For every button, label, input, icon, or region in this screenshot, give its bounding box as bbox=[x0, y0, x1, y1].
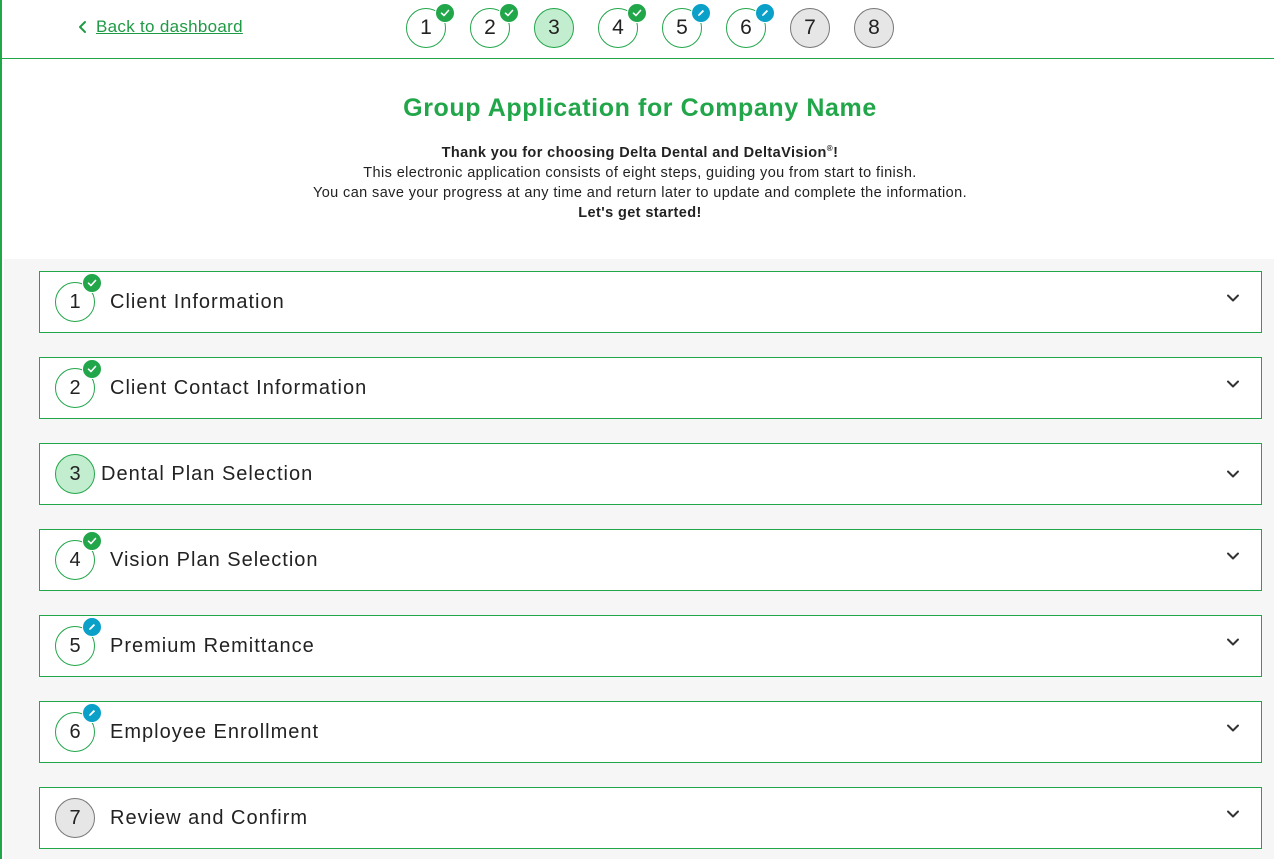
section-client-information[interactable] bbox=[39, 271, 1262, 333]
check-icon bbox=[435, 3, 455, 23]
pencil-icon bbox=[691, 3, 711, 23]
intro-thanks bbox=[4, 139, 1274, 163]
step-1[interactable] bbox=[406, 8, 446, 48]
top-bar bbox=[2, 0, 1274, 59]
page-title: Group Application for Company Name bbox=[403, 94, 877, 122]
section-label: Review and Confirm bbox=[110, 807, 309, 829]
intro-thanks-end: ! bbox=[833, 144, 839, 161]
chevron-down-icon[interactable] bbox=[1225, 290, 1241, 306]
section-premium-remittance[interactable] bbox=[39, 615, 1262, 677]
section-review-and-confirm[interactable] bbox=[39, 787, 1262, 849]
step-2[interactable] bbox=[470, 8, 510, 48]
section-number: 6 bbox=[69, 720, 81, 743]
section-label: Client Information bbox=[110, 291, 285, 313]
chevron-down-icon[interactable] bbox=[1225, 548, 1241, 564]
section-number-badge bbox=[55, 540, 95, 580]
chevron-down-icon[interactable] bbox=[1225, 634, 1241, 650]
section-label: Employee Enrollment bbox=[110, 721, 320, 743]
check-icon bbox=[82, 273, 102, 293]
chevron-down-icon[interactable] bbox=[1225, 720, 1241, 736]
section-number: 5 bbox=[69, 634, 81, 657]
section-number: 4 bbox=[69, 548, 81, 571]
section-number-badge bbox=[55, 368, 95, 408]
pencil-icon bbox=[82, 703, 102, 723]
step-5[interactable] bbox=[662, 8, 702, 48]
intro-line-4: Let's get started! bbox=[578, 204, 702, 221]
step-number: 6 bbox=[740, 16, 752, 39]
section-number-badge bbox=[55, 454, 95, 494]
section-number: 1 bbox=[69, 290, 81, 313]
chevron-left-icon bbox=[74, 17, 92, 37]
back-to-dashboard-link[interactable] bbox=[74, 17, 243, 37]
step-6[interactable] bbox=[726, 8, 766, 48]
step-4[interactable] bbox=[598, 8, 638, 48]
section-number-badge bbox=[55, 712, 95, 752]
intro-text bbox=[4, 139, 1274, 223]
chevron-down-icon[interactable] bbox=[1225, 806, 1241, 822]
step-number: 7 bbox=[804, 16, 816, 39]
intro-thanks-text: Thank you for choosing Delta Dental and DeltaVision bbox=[441, 144, 827, 161]
section-vision-plan-selection[interactable] bbox=[39, 529, 1262, 591]
pencil-icon bbox=[755, 3, 775, 23]
step-number: 4 bbox=[612, 16, 624, 39]
section-label: Premium Remittance bbox=[110, 635, 315, 657]
section-client-contact-information[interactable] bbox=[39, 357, 1262, 419]
step-7[interactable] bbox=[790, 8, 830, 48]
step-8[interactable] bbox=[854, 8, 894, 48]
step-number: 2 bbox=[484, 16, 496, 39]
step-number: 8 bbox=[868, 16, 880, 39]
section-label: Client Contact Information bbox=[110, 377, 368, 399]
section-number-badge bbox=[55, 798, 95, 838]
intro-line-3: You can save your progress at any time and return later to update and complete the information. bbox=[312, 184, 968, 201]
pencil-icon bbox=[82, 617, 102, 637]
section-list bbox=[4, 259, 1274, 859]
chevron-down-icon[interactable] bbox=[1225, 376, 1241, 392]
step-number: 1 bbox=[420, 16, 432, 39]
section-number: 2 bbox=[69, 376, 81, 399]
registered-mark: ® bbox=[826, 144, 834, 153]
step-number: 5 bbox=[676, 16, 688, 39]
section-label: Dental Plan Selection bbox=[101, 463, 314, 485]
section-label: Vision Plan Selection bbox=[110, 549, 319, 571]
check-icon bbox=[82, 359, 102, 379]
check-icon bbox=[499, 3, 519, 23]
section-number-badge bbox=[55, 626, 95, 666]
check-icon bbox=[627, 3, 647, 23]
step-progress bbox=[406, 8, 918, 48]
step-number: 3 bbox=[548, 16, 560, 39]
intro-panel bbox=[4, 60, 1274, 259]
section-number: 3 bbox=[69, 462, 81, 485]
section-number-badge bbox=[55, 282, 95, 322]
step-3[interactable] bbox=[534, 8, 574, 48]
chevron-down-icon[interactable] bbox=[1225, 466, 1241, 482]
check-icon bbox=[82, 531, 102, 551]
section-number: 7 bbox=[69, 806, 81, 829]
intro-line-2: This electronic application consists of eight steps, guiding you from start to finish. bbox=[363, 164, 917, 181]
section-employee-enrollment[interactable] bbox=[39, 701, 1262, 763]
back-link-label: Back to dashboard bbox=[96, 17, 243, 36]
section-dental-plan-selection[interactable] bbox=[39, 443, 1262, 505]
